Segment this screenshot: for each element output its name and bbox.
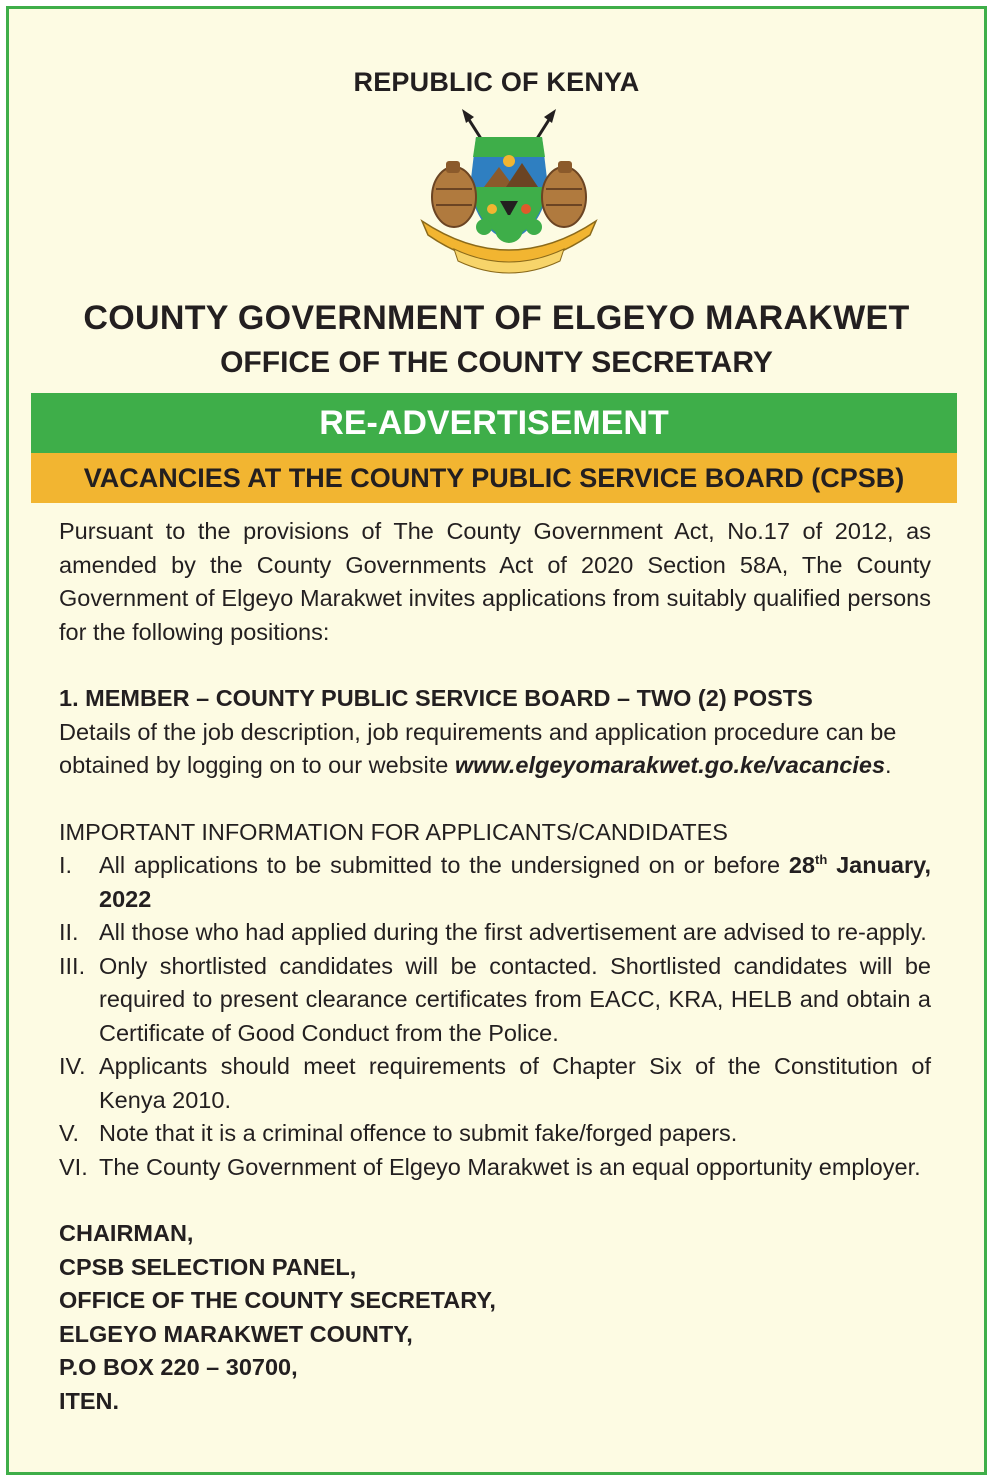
list-item [59,950,931,1051]
list-item [59,1151,931,1185]
signature-line: ITEN. [59,1387,120,1414]
republic-heading: REPUBLIC OF KENYA [353,67,640,97]
signature-block [59,1217,931,1418]
county-crest-icon [414,109,604,279]
deadline-day: 28th January, 2022 [99,852,931,912]
list-item-text: Applicants should meet requirements of Chapter Six of the Constitution of Kenya 2010. [99,1053,931,1113]
signature-line: P.O BOX 220 – 30700, [59,1354,298,1380]
intro-paragraph: Pursuant to the provisions of The County Government Act, No.17 of 2012, as amended by the County Governments Act of 2020 Section 58A, The County Government of Elgeyo Marakwet invites applications from suitably qualified persons for the following positions: [59,518,931,645]
list-item [59,1117,931,1151]
readvertisement-banner: RE-ADVERTISEMENT [31,393,957,453]
list-item-number: I. [59,852,73,878]
signature-line: CHAIRMAN, [59,1220,194,1246]
deadline-date: January, 2022 [99,852,931,912]
list-item [59,916,931,950]
list-item-text: All applications to be submitted to the undersigned on or before [99,852,789,878]
county-title: COUNTY GOVERNMENT OF ELGEYO MARAKWET [83,299,910,337]
signature-line: CPSB SELECTION PANEL, [59,1253,357,1280]
list-item-text: The County Government of Elgeyo Marakwet is an equal opportunity employer. [99,1153,921,1180]
vacancies-link[interactable]: www.elgeyomarakwet.go.ke/vacancies [454,752,886,778]
list-item-number: III. [59,952,86,979]
post-title: 1. MEMBER – COUNTY PUBLIC SERVICE BOARD – TWO (2) POSTS [59,685,813,711]
list-item [59,849,931,916]
list-item-number: IV. [59,1053,86,1079]
list-item-text: Only shortlisted candidates will be contacted. Shortlisted candidates will be required to present clearance certificates from EACC, KRA, HELB and obtain a Certificate of Good Conduct from the Police. [99,952,931,1046]
list-item-number: VI. [59,1153,88,1180]
list-item-text: Note that it is a criminal offence to submit fake/forged papers. [99,1120,738,1146]
post-details-end: . [885,752,892,778]
notice-body [59,515,931,1418]
post-details-text: Details of the job description, job requirements and application procedure can be obtained by logging on to our website [59,718,897,778]
signature-line: ELGEYO MARAKWET COUNTY, [59,1320,413,1347]
list-item-number: V. [59,1120,80,1146]
info-heading: IMPORTANT INFORMATION FOR APPLICANTS/CANDIDATES [59,818,728,845]
info-list [59,849,931,1184]
notice-frame [6,6,987,1475]
list-item [59,1050,931,1117]
vacancies-banner: VACANCIES AT THE COUNTY PUBLIC SERVICE BOARD (CPSB) [31,453,957,503]
list-item-number: II. [59,919,79,945]
post-details [59,716,931,783]
office-title: OFFICE OF THE COUNTY SECRETARY [220,346,773,379]
deadline-day-suffix: th [815,852,828,868]
list-item-text: All those who had applied during the first advertisement are advised to re-apply. [99,919,927,945]
signature-line: OFFICE OF THE COUNTY SECRETARY, [59,1287,496,1313]
